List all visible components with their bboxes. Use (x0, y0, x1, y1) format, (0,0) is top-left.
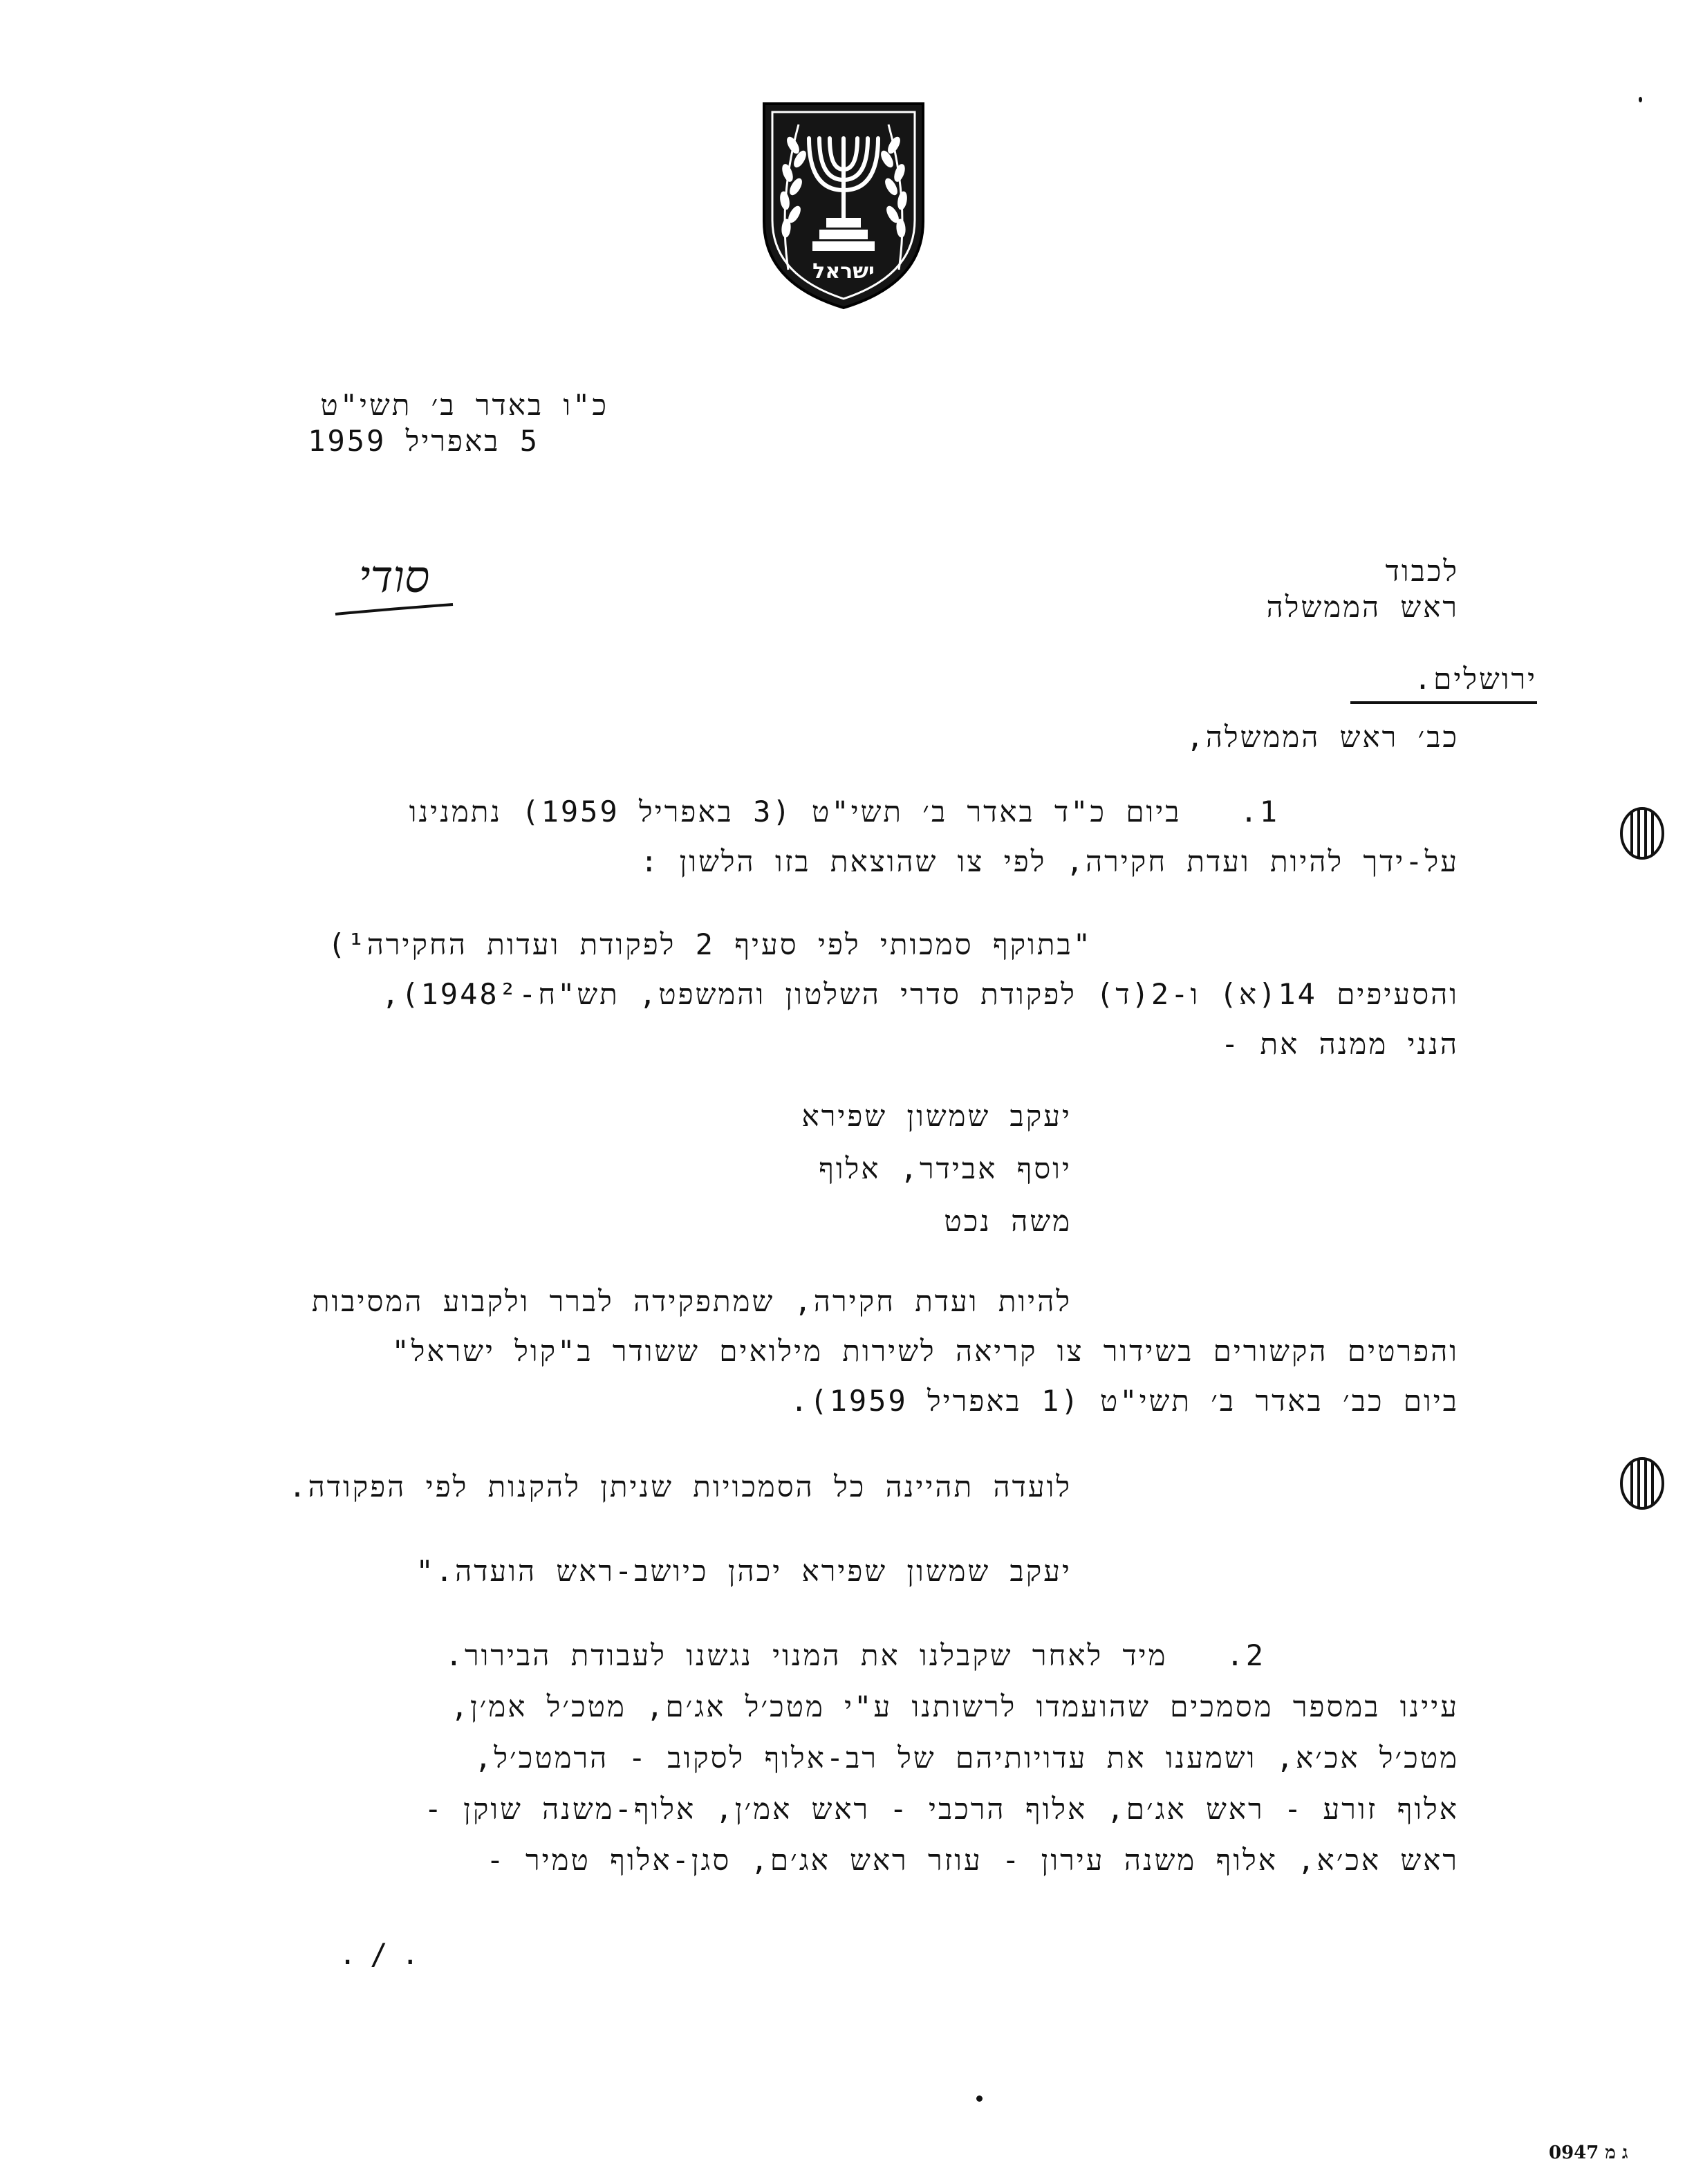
salutation: כב׳ ראש הממשלה, (1186, 720, 1459, 754)
continuation-mark: ./. (339, 1937, 433, 1971)
section2-line4: אלוף זורע - ראש אג׳ם, אלוף הרכבי - ראש אמ׳ן, אלוף-משנה שוקן - (424, 1792, 1459, 1826)
mandate-line2: והפרטים הקשורים בשידור צו קריאה לשירות מילואים ששודר ב"קול ישראל" (391, 1334, 1459, 1368)
state-emblem-icon (757, 97, 930, 311)
section2-line5: ראש אכ׳א, אלוף משנה עירון - עוזר ראש אג׳ם, סגן-אלוף טמיר - (486, 1843, 1459, 1877)
archive-reference: ג מ 0947 (1549, 2143, 1628, 2163)
handwritten-mark-text: סודי (358, 552, 430, 603)
speck (976, 2095, 983, 2102)
punch-hole-icon (1618, 1456, 1666, 1511)
section2-line2: עיינו במספר מסמכים שהועמדו לרשותנו ע"י מטכ׳ל אג׳ם, מטכ׳ל אמ׳ן, (450, 1690, 1459, 1723)
recipient-line2: ראש הממשלה (1266, 590, 1459, 624)
handwritten-mark (332, 533, 456, 636)
quote-line1: "בתוקף סמכותי לפי סעיף 2 לפקודת ועדות החקירה¹) (328, 927, 1092, 961)
appointee-3: משה נכט (944, 1204, 1072, 1238)
date-gregorian: 5 באפריל 1959 (308, 424, 539, 458)
date-hebrew: כ"ו באדר ב׳ תשי"ט (320, 388, 608, 422)
recipient-city: ירושלים. (1350, 661, 1537, 704)
section2-line3: מטכ׳ל אכ׳א, ושמענו את עדויותיהם של רב-אלוף לסקוב - הרמטכ׳ל, (474, 1741, 1459, 1775)
recipient-line1: לכבוד (1385, 554, 1459, 588)
speck (1639, 97, 1642, 102)
appointee-2: יוסף אבידר, אלוף (819, 1151, 1072, 1185)
signature-underline-icon (332, 602, 456, 622)
section2-line1: 2. מיד לאחר שקבלנו את המנוי נגשנו לעבודת הבירור. (445, 1638, 1265, 1672)
section1-line2: על-ידך להיות ועדת חקירה, לפי צו שהוצאת בזו הלשון : (640, 844, 1459, 878)
quote-line3: הנני ממנה את - (1220, 1027, 1459, 1061)
mandate-line1: להיות ועדת חקירה, שמתפקידה לברר ולקבוע המסיבות (311, 1284, 1072, 1318)
mandate-line3: ביום כב׳ באדר ב׳ תשי"ט (1 באפריל 1959). (790, 1384, 1459, 1418)
quote-line2: והסעיפים 14(א) ו-2(ד) לפקודת סדרי השלטון והמשפט, תש"ח-1948²), (381, 977, 1459, 1011)
emblem-text: ישראל (812, 259, 875, 284)
chair-line: יעקב שמשון שפירא יכהן כיושב-ראש הועדה." (416, 1554, 1072, 1588)
appointee-1: יעקב שמשון שפירא (801, 1099, 1072, 1133)
powers-line: לועדה תהיינה כל הסמכויות שניתן להקנות לפי הפקודה. (288, 1470, 1072, 1503)
punch-hole-icon (1618, 806, 1666, 861)
section1-line1: 1. ביום כ"ד באדר ב׳ תשי"ט (3 באפריל 1959) נתמנינו (409, 795, 1279, 829)
